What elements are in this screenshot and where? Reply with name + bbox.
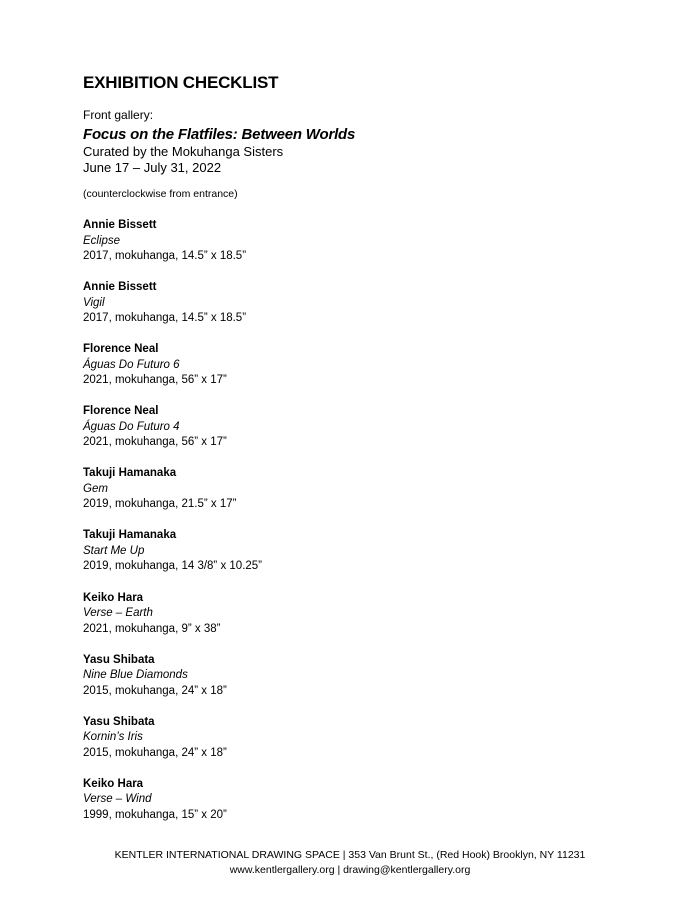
- work-details: 2019, mokuhanga, 14 3/8” x 10.25”: [83, 560, 263, 573]
- gallery-label: Front gallery:: [83, 108, 154, 122]
- work-title: Águas Do Futuro 4: [83, 420, 180, 433]
- work-entry: [83, 466, 643, 513]
- footer-address: KENTLER INTERNATIONAL DRAWING SPACE | 353 Van Brunt St., (Red Hook) Brooklyn, NY 11231: [114, 849, 586, 861]
- work-title: Start Me Up: [83, 544, 145, 557]
- page-footer: [0, 848, 700, 878]
- order-note: (counterclockwise from entrance): [83, 188, 238, 200]
- exhibition-title: Focus on the Flatfiles: Between Worlds: [83, 126, 356, 143]
- work-entry: [83, 715, 643, 762]
- work-artist: Keiko Hara: [83, 591, 144, 604]
- work-details: 2021, mokuhanga, 56” x 17”: [83, 436, 227, 449]
- work-entry: [83, 591, 643, 638]
- work-artist: Keiko Hara: [83, 777, 144, 790]
- works-list: [83, 218, 643, 823]
- page-title: EXHIBITION CHECKLIST: [83, 73, 279, 92]
- work-artist: Annie Bissett: [83, 281, 157, 294]
- work-title: Nine Blue Diamonds: [83, 669, 188, 682]
- work-entry: [83, 342, 643, 389]
- work-title: Verse – Wind: [83, 793, 152, 806]
- work-artist: Florence Neal: [83, 405, 159, 418]
- work-details: 2021, mokuhanga, 9” x 38”: [83, 622, 221, 635]
- work-entry: [83, 218, 643, 265]
- work-artist: Yasu Shibata: [83, 653, 155, 666]
- work-entry: [83, 653, 643, 700]
- work-details: 1999, mokuhanga, 15” x 20”: [83, 808, 227, 821]
- work-details: 2021, mokuhanga, 56” x 17”: [83, 374, 227, 387]
- work-title: Verse – Earth: [83, 607, 153, 620]
- work-details: 2015, mokuhanga, 24” x 18”: [83, 746, 227, 759]
- work-entry: [83, 404, 643, 451]
- work-title: Gem: [83, 482, 108, 495]
- work-artist: Florence Neal: [83, 343, 159, 356]
- work-entry: [83, 528, 643, 575]
- work-details: 2015, mokuhanga, 24” x 18”: [83, 684, 227, 697]
- exhibition-dates: June 17 – July 31, 2022: [83, 160, 222, 175]
- work-title: Vigil: [83, 296, 105, 309]
- work-artist: Takuji Hamanaka: [83, 467, 177, 480]
- work-artist: Annie Bissett: [83, 219, 157, 231]
- work-details: 2017, mokuhanga, 14.5” x 18.5”: [83, 312, 247, 325]
- work-title: Águas Do Futuro 6: [83, 358, 180, 371]
- work-entry: [83, 777, 643, 824]
- checklist-page: [83, 72, 643, 839]
- work-title: Eclipse: [83, 234, 121, 247]
- work-details: 2017, mokuhanga, 14.5” x 18.5”: [83, 250, 247, 262]
- work-artist: Yasu Shibata: [83, 715, 155, 728]
- work-artist: Takuji Hamanaka: [83, 529, 177, 542]
- work-details: 2019, mokuhanga, 21.5” x 17”: [83, 498, 237, 511]
- work-title: Kornin’s Iris: [83, 731, 143, 744]
- footer-contact: www.kentlergallery.org | drawing@kentlergallery.org: [229, 864, 471, 876]
- curator-credit: Curated by the Mokuhanga Sisters: [83, 144, 284, 159]
- work-entry: [83, 280, 643, 327]
